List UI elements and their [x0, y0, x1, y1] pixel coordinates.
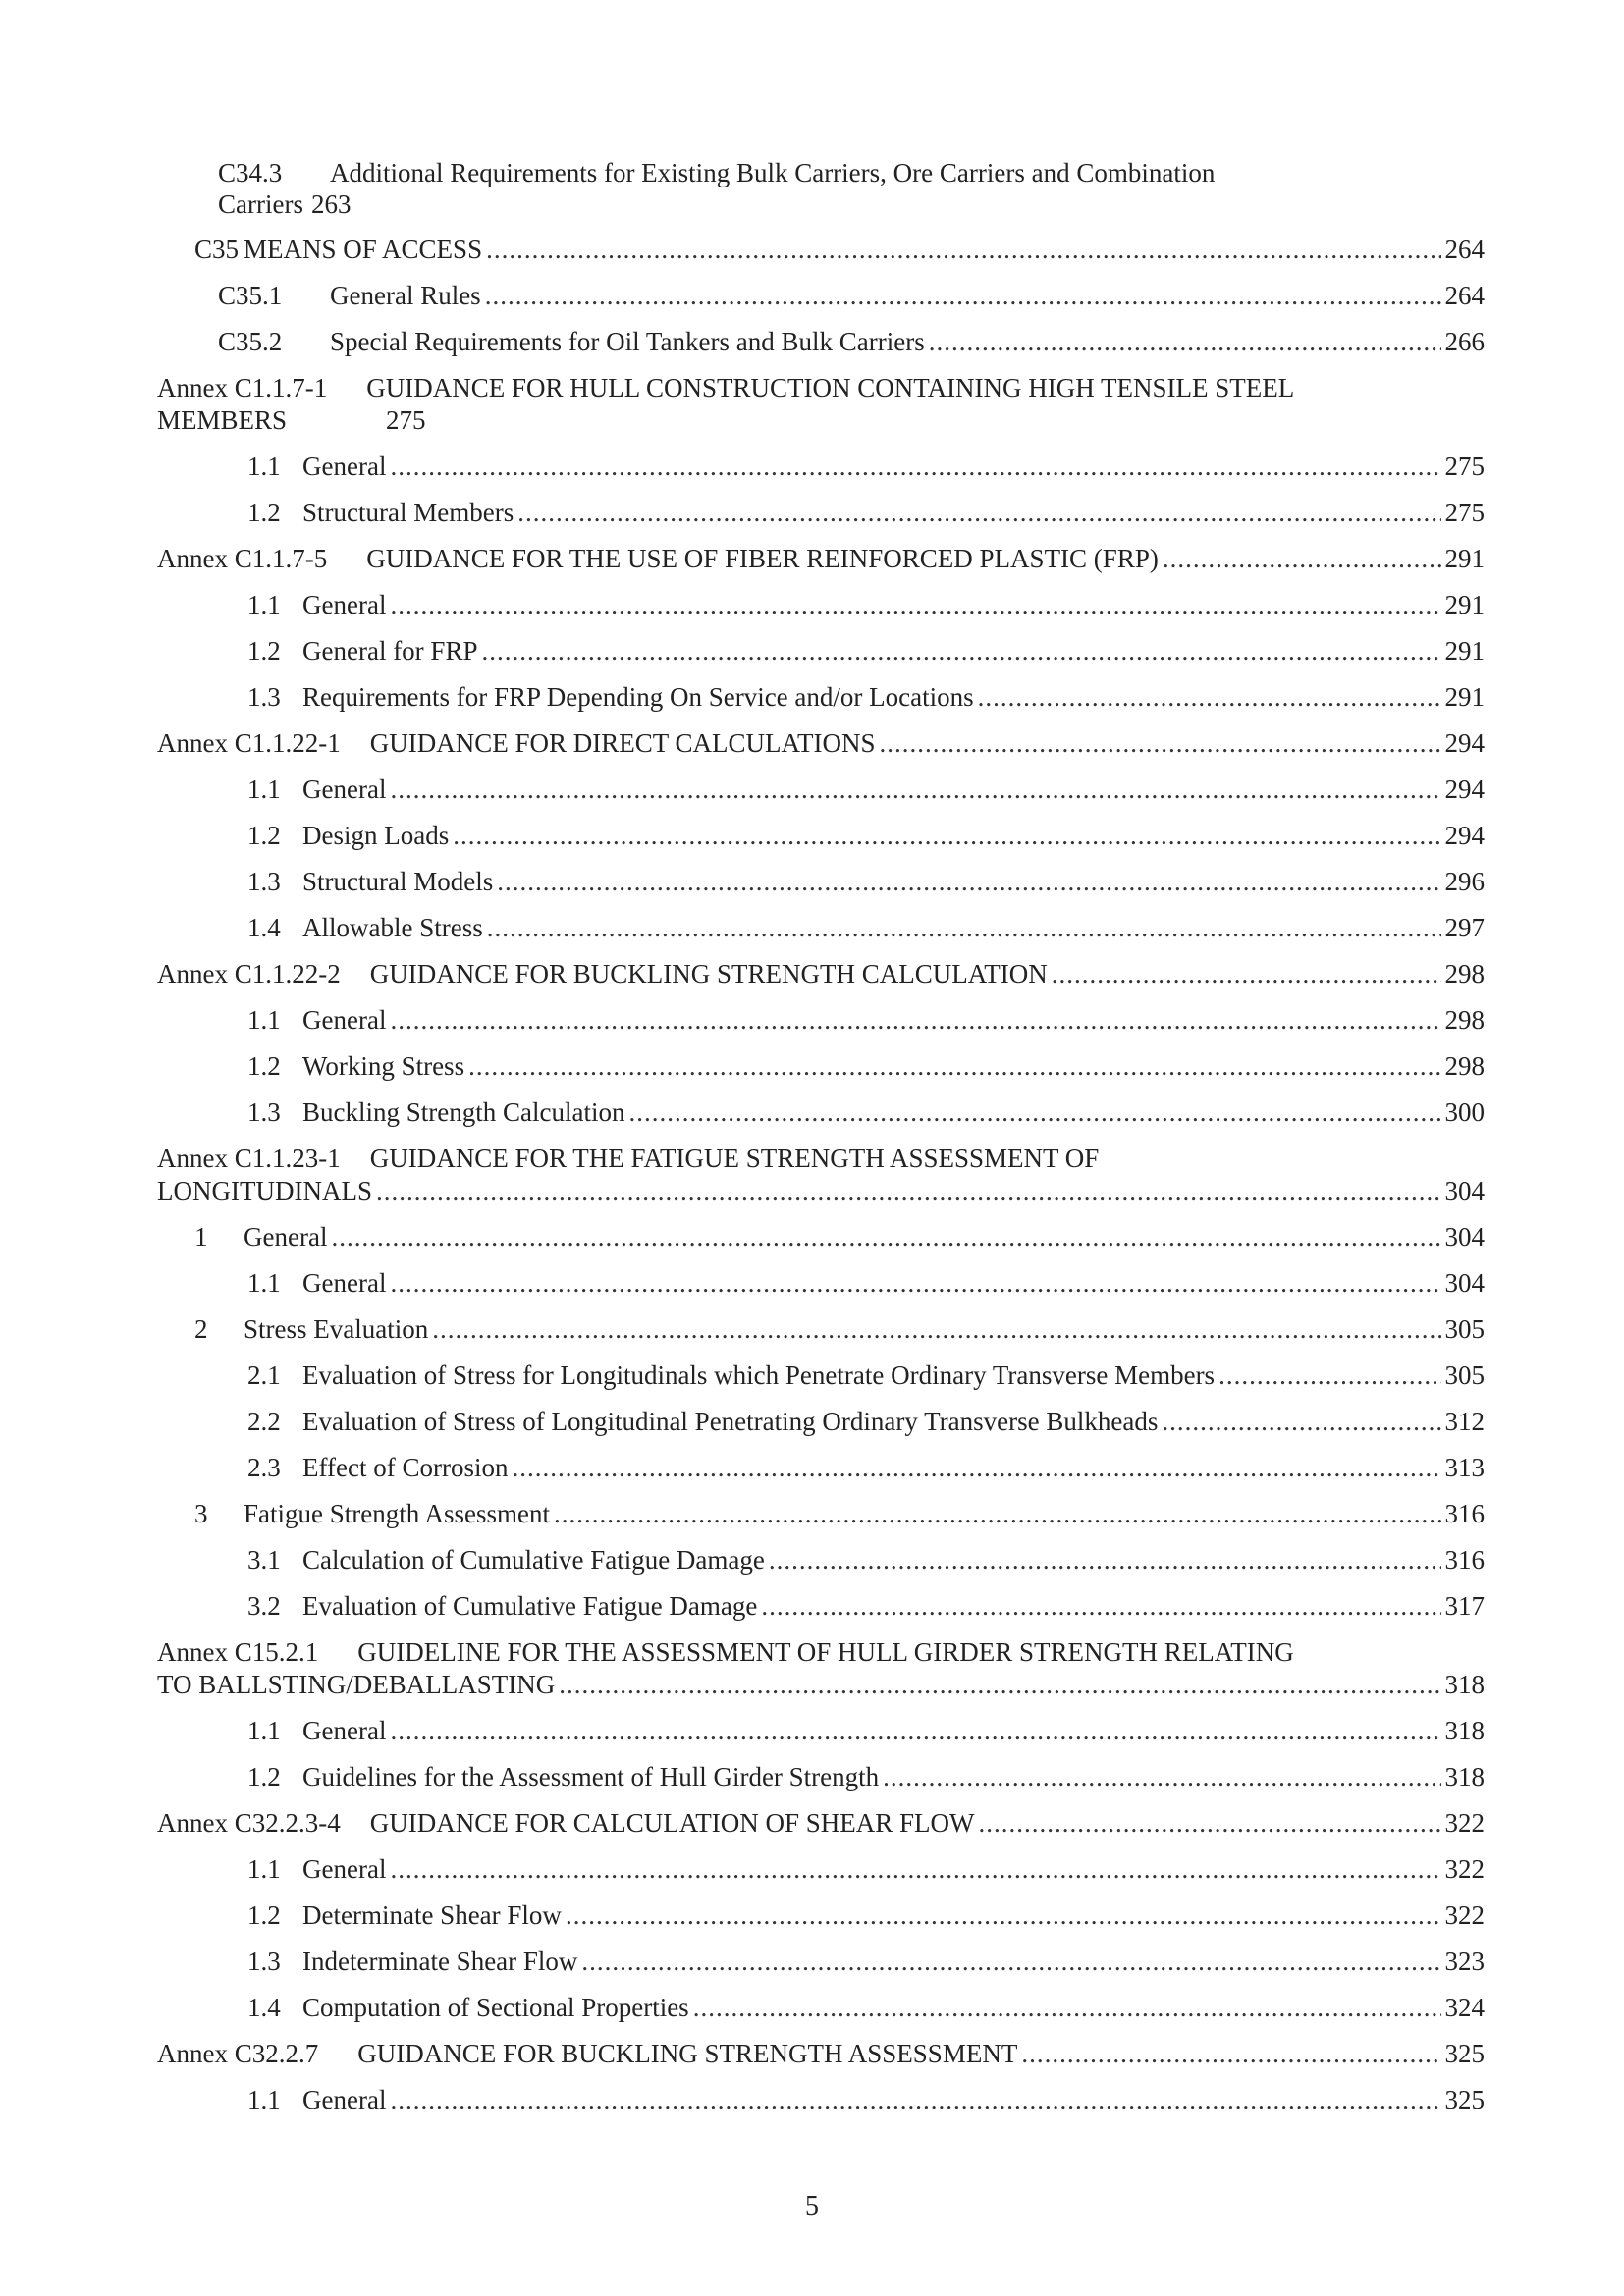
toc-entry-number: 2.1	[247, 1361, 281, 1390]
dot-leader	[376, 1175, 1441, 1207]
toc-entry-page: 275	[1444, 452, 1485, 481]
toc-entry-number: 1.1	[247, 1716, 281, 1745]
toc-entry-number: 1.3	[247, 867, 281, 896]
dot-leader	[390, 2084, 1440, 2116]
dot-leader	[978, 681, 1441, 714]
toc-entry-number: 1.2	[247, 636, 281, 666]
toc-entry[interactable]	[157, 1893, 1485, 1939]
toc-entry-title: General	[302, 1268, 387, 1298]
toc-entry-number: 1.3	[247, 1097, 281, 1127]
dot-leader	[331, 1221, 1440, 1254]
toc-entry[interactable]	[157, 1260, 1485, 1307]
toc-entry-label	[247, 1946, 577, 1978]
dot-leader	[566, 1899, 1441, 1932]
dot-leader	[880, 727, 1441, 760]
toc-entry-title: General for FRP	[302, 636, 478, 666]
toc-entry[interactable]	[157, 1307, 1485, 1353]
toc-entry[interactable]	[157, 1939, 1485, 1985]
toc-entry-label	[157, 727, 876, 760]
toc-entry-page: 275	[1444, 498, 1485, 527]
toc-entry[interactable]	[157, 536, 1485, 582]
toc-entry-title: Computation of Sectional Properties	[302, 1993, 689, 2022]
toc-entry-page: 323	[1444, 1947, 1485, 1976]
toc-entry-label	[194, 234, 482, 266]
toc-entry-title: Calculation of Cumulative Fatigue Damage	[302, 1545, 765, 1575]
toc-entry-label	[157, 543, 1159, 575]
toc-entry-page: 294	[1444, 821, 1485, 850]
toc-entry-number: 3.2	[247, 1591, 281, 1621]
toc-entry-title: Determinate Shear Flow	[302, 1900, 562, 1930]
toc-entry-label	[218, 326, 925, 358]
toc-entry-page: 263	[310, 189, 352, 219]
toc-entry-page: 291	[1444, 636, 1485, 666]
toc-entry-label	[247, 1899, 562, 1932]
dot-leader	[883, 1761, 1440, 1793]
dot-leader	[628, 1096, 1440, 1129]
toc-entry[interactable]	[157, 767, 1485, 813]
toc-entry-label	[218, 280, 481, 312]
toc-entry-page: 305	[1444, 1314, 1485, 1344]
toc-entry-title-continued: LONGITUDINALS	[157, 1176, 372, 1205]
toc-entry-label	[247, 1853, 386, 1886]
dot-leader	[485, 280, 1441, 312]
toc-entry[interactable]	[157, 1537, 1485, 1583]
toc-entry[interactable]	[157, 1353, 1485, 1399]
toc-entry-number: 1.3	[247, 682, 281, 712]
toc-entry-title: Fatigue Strength Assessment	[244, 1499, 550, 1528]
toc-entry-number: Annex C1.1.22-1	[157, 728, 341, 758]
toc-entry-page: 324	[1444, 1993, 1485, 2022]
toc-entry-page: 316	[1444, 1499, 1485, 1528]
toc-entry-page: 325	[1444, 2039, 1485, 2068]
toc-entry-label	[247, 451, 386, 483]
toc-entry-label	[247, 1715, 386, 1747]
toc-entry-title: Structural Models	[302, 867, 494, 896]
toc-entry-title: MEANS OF ACCESS	[244, 235, 483, 264]
dot-leader	[512, 1452, 1440, 1484]
toc-entry-label	[247, 589, 386, 621]
toc-entry[interactable]	[157, 721, 1485, 767]
dot-leader	[390, 774, 1440, 806]
toc-entry-title: GUIDANCE FOR HULL CONSTRUCTION CONTAINING HIGH TENSILE STEEL	[366, 373, 1295, 402]
toc-entry[interactable]	[157, 319, 1485, 365]
toc-entry[interactable]	[157, 1708, 1485, 1754]
dot-leader	[481, 635, 1440, 667]
toc-entry-label	[194, 1313, 428, 1346]
toc-entry-label	[194, 1221, 327, 1254]
toc-entry-page: 305	[1444, 1361, 1485, 1390]
toc-entry-number: 3	[194, 1499, 208, 1528]
dot-leader	[468, 1050, 1440, 1083]
toc-entry-title: GUIDANCE FOR BUCKLING STRENGTH CALCULATION	[369, 959, 1048, 988]
toc-entry-title: Allowable Stress	[302, 913, 483, 942]
toc-entry-number: 1.3	[247, 1947, 281, 1976]
toc-entry-page: 291	[1444, 544, 1485, 573]
toc-entry-number: 1.1	[247, 1268, 281, 1298]
toc-entry-number: 1.1	[247, 1005, 281, 1035]
toc-entry[interactable]	[157, 1090, 1485, 1136]
toc-entry-title: Requirements for FRP Depending On Service and/or Locations	[302, 682, 974, 712]
toc-entry-page: 322	[1444, 1808, 1485, 1838]
toc-entry-page: 297	[1444, 913, 1485, 942]
toc-entry-number: 1	[194, 1222, 208, 1252]
toc-entry[interactable]	[157, 444, 1485, 490]
toc-entry[interactable]	[157, 227, 1485, 273]
page-number: 5	[805, 2191, 819, 2221]
toc-entry-label	[247, 820, 449, 852]
toc-entry-title: General	[302, 452, 387, 481]
toc-entry[interactable]	[157, 628, 1485, 674]
toc-entry-number: Annex C1.1.7-5	[157, 544, 328, 573]
toc-entry-title: GUIDANCE FOR DIRECT CALCULATIONS	[369, 728, 876, 758]
dot-leader	[693, 1992, 1441, 2024]
toc-entry[interactable]	[157, 1399, 1485, 1445]
dot-leader	[390, 451, 1440, 483]
toc-entry-number: Annex C32.2.3-4	[157, 1808, 341, 1838]
toc-entry-label	[157, 958, 1048, 990]
toc-entry-page: 291	[1444, 682, 1485, 712]
dot-leader	[390, 1267, 1440, 1300]
toc-entry-title-continued: TO BALLSTING/DEBALLASTING	[157, 1670, 556, 1699]
toc-entry-number: Annex C15.2.1	[157, 1637, 319, 1667]
toc-entry-label	[247, 1360, 1215, 1392]
toc-entry-label	[247, 866, 493, 898]
dot-leader	[497, 866, 1440, 898]
toc-entry-number: 1.1	[247, 452, 281, 481]
toc-entry-title: Evaluation of Stress for Longitudinals which Penetrate Ordinary Transverse Members	[302, 1361, 1216, 1390]
toc-entry-title: General	[302, 2085, 387, 2114]
dot-leader	[453, 820, 1440, 852]
toc-entry-page: 312	[1444, 1407, 1485, 1436]
toc-entry-title: General	[302, 1005, 387, 1035]
dot-leader	[517, 497, 1440, 529]
toc-entry[interactable]	[157, 365, 1485, 444]
toc-entry-label	[247, 1096, 624, 1129]
dot-leader	[769, 1544, 1441, 1576]
toc-entry-number: 1.2	[247, 498, 281, 527]
toc-entry-page: 304	[1444, 1268, 1485, 1298]
toc-entry-page: 264	[1444, 235, 1485, 264]
dot-leader	[390, 589, 1440, 621]
dot-leader	[486, 234, 1440, 266]
table-of-contents	[157, 155, 1485, 2123]
toc-entry-label	[247, 1544, 765, 1576]
toc-entry-label	[247, 774, 386, 806]
toc-entry-page: 317	[1444, 1591, 1485, 1621]
toc-entry-title: General	[302, 1716, 387, 1745]
toc-entry-number: 1.2	[247, 1051, 281, 1081]
dot-leader	[432, 1313, 1440, 1346]
toc-entry-number: 1.2	[247, 821, 281, 850]
toc-entry[interactable]	[157, 1754, 1485, 1800]
toc-entry-page: 322	[1444, 1854, 1485, 1884]
toc-entry-label	[194, 1498, 550, 1530]
toc-entry-number: 1.1	[247, 590, 281, 619]
toc-entry-number: Annex C32.2.7	[157, 2039, 319, 2068]
toc-entry[interactable]	[157, 1043, 1485, 1090]
toc-entry[interactable]	[157, 1800, 1485, 1846]
toc-entry-page: 264	[1444, 281, 1485, 310]
toc-entry-title: GUIDANCE FOR CALCULATION OF SHEAR FLOW	[369, 1808, 975, 1838]
dot-leader	[559, 1669, 1440, 1701]
toc-entry-number: 2.2	[247, 1407, 281, 1436]
toc-entry-title: General Rules	[330, 281, 481, 310]
toc-entry-label	[247, 1406, 1158, 1438]
toc-entry-page: 298	[1444, 1005, 1485, 1035]
toc-entry-title: Additional Requirements for Existing Bulk Carriers, Ore Carriers and Combination	[330, 158, 1216, 187]
toc-entry-title: GUIDANCE FOR THE FATIGUE STRENGTH ASSESSMENT OF	[369, 1144, 1100, 1173]
toc-entry-label	[247, 1452, 508, 1484]
toc-entry[interactable]	[157, 859, 1485, 905]
toc-entry[interactable]	[157, 674, 1485, 721]
toc-entry-label	[247, 912, 483, 944]
toc-entry-number: 1.1	[247, 2085, 281, 2114]
toc-entry-page: 296	[1444, 867, 1485, 896]
toc-entry[interactable]	[157, 582, 1485, 628]
toc-entry-number: C35.1	[218, 281, 283, 310]
toc-entry-number: 1.4	[247, 913, 281, 942]
dot-leader	[979, 1807, 1441, 1840]
toc-entry-title: GUIDELINE FOR THE ASSESSMENT OF HULL GIRDER STRENGTH RELATING	[357, 1637, 1294, 1667]
toc-entry-label	[247, 2084, 386, 2116]
dot-leader	[487, 912, 1441, 944]
toc-entry-number: 1.1	[247, 1854, 281, 1884]
dot-leader	[1218, 1360, 1440, 1392]
dot-leader	[581, 1946, 1440, 1978]
toc-entry[interactable]	[157, 813, 1485, 859]
toc-entry-title: Evaluation of Stress of Longitudinal Penetrating Ordinary Transverse Bulkheads	[302, 1407, 1159, 1436]
toc-entry-page: 298	[1444, 1051, 1485, 1081]
toc-entry-number: Annex C1.1.7-1	[157, 373, 328, 402]
toc-entry-number: 1.4	[247, 1993, 281, 2022]
toc-entry[interactable]	[157, 951, 1485, 997]
toc-entry[interactable]	[157, 1491, 1485, 1537]
toc-entry[interactable]	[157, 1583, 1485, 1629]
toc-entry-title: Design Loads	[302, 821, 450, 850]
toc-entry-title: Special Requirements for Oil Tankers and Bulk Carriers	[330, 327, 925, 356]
toc-entry-label	[247, 497, 514, 529]
dot-leader	[1162, 1406, 1440, 1438]
toc-entry-number: 3.1	[247, 1545, 281, 1575]
toc-entry-number: 1.2	[247, 1900, 281, 1930]
toc-entry-label	[247, 1050, 464, 1083]
toc-entry[interactable]	[157, 490, 1485, 536]
toc-entry-label	[247, 1267, 386, 1300]
toc-entry-title: Buckling Strength Calculation	[302, 1097, 625, 1127]
toc-entry-label	[247, 1761, 879, 1793]
toc-entry-page: 318	[1444, 1716, 1485, 1745]
toc-entry-label	[247, 635, 477, 667]
toc-entry-title-continued: Carriers	[218, 189, 303, 219]
toc-entry-title: Stress Evaluation	[244, 1314, 429, 1344]
toc-entry-page: 294	[1444, 728, 1485, 758]
toc-entry[interactable]	[157, 1214, 1485, 1260]
toc-entry-label	[247, 1004, 386, 1037]
toc-entry-title: General	[244, 1222, 328, 1252]
toc-entry-title-continued: MEMBERS	[157, 405, 288, 435]
toc-entry-page: 325	[1444, 2085, 1485, 2114]
toc-entry[interactable]	[157, 1985, 1485, 2031]
toc-entry-page: 266	[1444, 327, 1485, 356]
dot-leader	[390, 1004, 1440, 1037]
toc-entry-number: 2.3	[247, 1453, 281, 1482]
dot-leader	[1052, 958, 1441, 990]
toc-entry-label	[247, 1992, 689, 2024]
toc-entry-title: Indeterminate Shear Flow	[302, 1947, 578, 1976]
toc-entry-title: General	[302, 590, 387, 619]
toc-entry[interactable]	[157, 905, 1485, 951]
toc-entry-title: Working Stress	[302, 1051, 465, 1081]
dot-leader	[929, 326, 1441, 358]
toc-entry-number: C35	[194, 235, 240, 264]
toc-entry[interactable]	[157, 155, 1485, 227]
toc-entry[interactable]	[157, 273, 1485, 319]
toc-entry-page: 304	[1444, 1222, 1485, 1252]
toc-entry-page: 275	[386, 405, 426, 435]
toc-entry-page: 318	[1444, 1670, 1485, 1699]
toc-entry[interactable]	[157, 997, 1485, 1043]
toc-entry-label	[157, 2038, 1017, 2070]
toc-entry-page: 318	[1444, 1762, 1485, 1791]
toc-entry-page: 300	[1444, 1097, 1485, 1127]
toc-entry-number: 2	[194, 1314, 208, 1344]
toc-entry-number: 1.1	[247, 774, 281, 804]
toc-entry-label	[157, 1807, 975, 1840]
toc-entry[interactable]	[157, 1629, 1485, 1708]
toc-entry-title: GUIDANCE FOR THE USE OF FIBER REINFORCED PLASTIC (FRP)	[366, 544, 1159, 573]
dot-leader	[554, 1498, 1441, 1530]
toc-entry-page: 313	[1444, 1453, 1485, 1482]
toc-entry-page: 304	[1444, 1176, 1485, 1205]
dot-leader	[1163, 543, 1441, 575]
dot-leader	[761, 1590, 1440, 1623]
toc-entry-page: 291	[1444, 590, 1485, 619]
toc-entry-page: 316	[1444, 1545, 1485, 1575]
toc-entry-page: 322	[1444, 1900, 1485, 1930]
toc-entry-number: Annex C1.1.22-2	[157, 959, 341, 988]
toc-entry[interactable]	[157, 1445, 1485, 1491]
dot-leader	[390, 1715, 1440, 1747]
toc-entry-title: General	[302, 774, 387, 804]
toc-entry-title: Evaluation of Cumulative Fatigue Damage	[302, 1591, 758, 1621]
dot-leader	[1021, 2038, 1440, 2070]
toc-entry-page: 294	[1444, 774, 1485, 804]
toc-entry-label	[247, 1590, 757, 1623]
toc-entry[interactable]	[157, 1136, 1485, 1214]
toc-entry-number: C35.2	[218, 327, 283, 356]
toc-entry-number: Annex C1.1.23-1	[157, 1144, 341, 1173]
toc-entry-title: General	[302, 1854, 387, 1884]
toc-entry-title: GUIDANCE FOR BUCKLING STRENGTH ASSESSMENT	[357, 2039, 1018, 2068]
toc-entry-label	[247, 681, 974, 714]
toc-entry-page: 298	[1444, 959, 1485, 988]
toc-entry-title: Effect of Corrosion	[302, 1453, 509, 1482]
toc-entry[interactable]	[157, 1846, 1485, 1893]
toc-entry-title: Guidelines for the Assessment of Hull Girder Strength	[302, 1762, 880, 1791]
toc-entry[interactable]	[157, 2077, 1485, 2123]
toc-entry-number: C34.3	[218, 158, 283, 187]
toc-entry[interactable]	[157, 2031, 1485, 2077]
toc-entry-number: 1.2	[247, 1762, 281, 1791]
dot-leader	[390, 1853, 1440, 1886]
toc-entry-title: Structural Members	[302, 498, 514, 527]
